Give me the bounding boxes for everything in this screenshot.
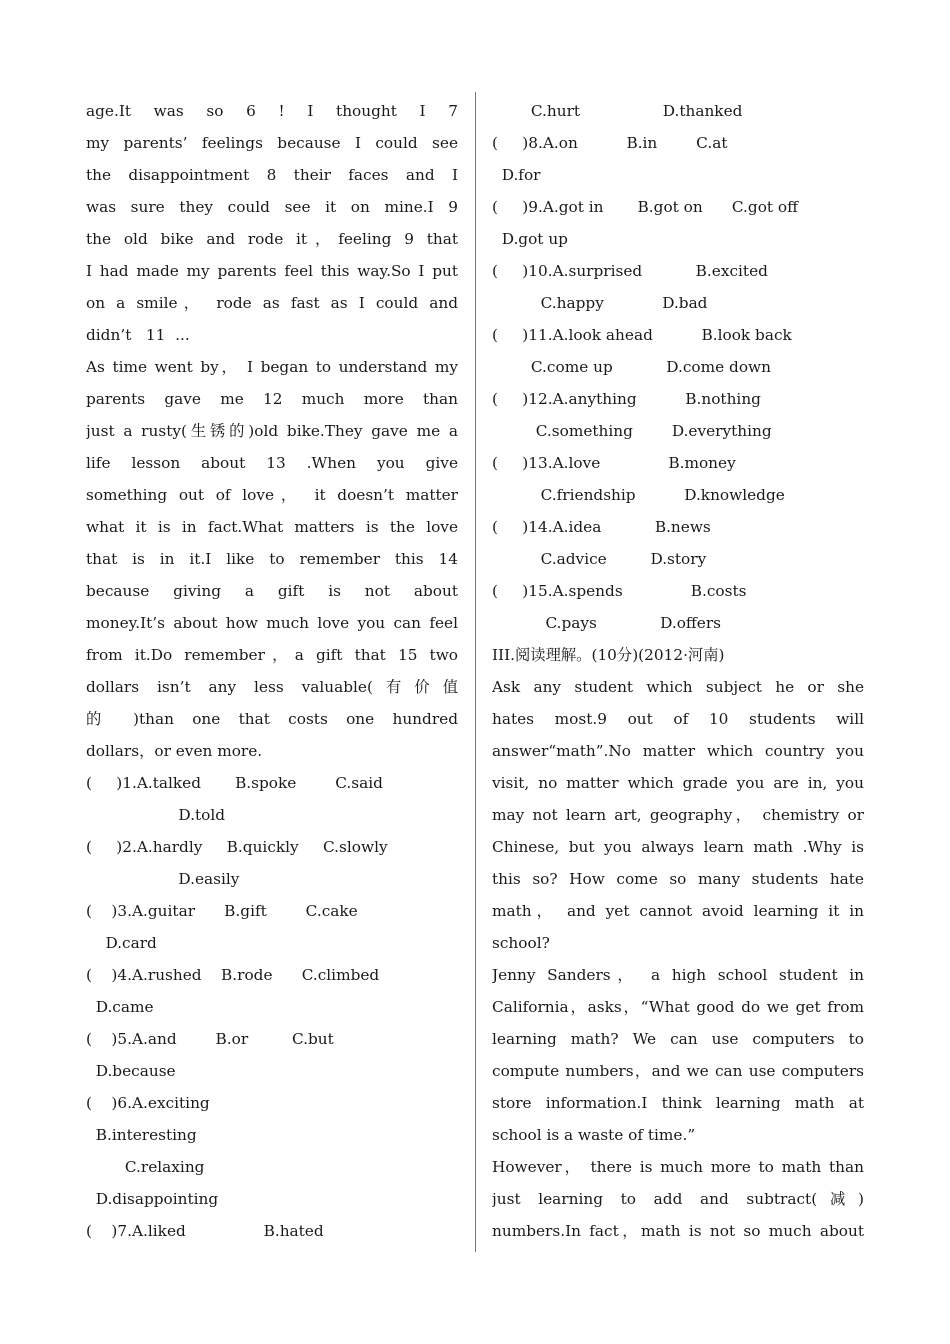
text-line: ( )13.A.love B.money (492, 454, 736, 472)
text-line: ( )11.A.look ahead B.look back (492, 326, 792, 344)
text-line: ( )12.A.anything B.nothing (492, 390, 761, 408)
text-line: was sure they could see it on mine.I 9 (86, 198, 458, 216)
text-line: answer“math”.No matter which country you (492, 742, 864, 760)
text-line: on a smile， rode as fast as I could and (86, 294, 458, 312)
right-column (492, 95, 864, 1247)
text-line: C.pays D.offers (492, 614, 721, 632)
text-line: dollars isn’t any less valuable(有价值 (86, 678, 458, 696)
text-line: money.It’s about how much love you can feel (86, 614, 458, 632)
text-line: ( )9.A.got in B.got on C.got off (492, 198, 799, 216)
text-line: math， and yet cannot avoid learning it in (492, 902, 864, 920)
text-line: D.card (86, 934, 157, 952)
text-line: ( )7.A.liked B.hated (86, 1222, 324, 1240)
text-line: As time went by， I began to understand my (86, 358, 458, 376)
text-line: Chinese, but you always learn math .Why is (492, 838, 864, 856)
text-line: C.friendship D.knowledge (492, 486, 785, 504)
text-line: B.interesting (86, 1126, 197, 1144)
left-column (86, 95, 458, 1247)
text-line: C.something D.everything (492, 422, 772, 440)
text-line: ( )8.A.on B.in C.at (492, 134, 728, 152)
text-line: ( )6.A.exciting (86, 1094, 210, 1112)
text-line: I had made my parents feel this way.So I put (86, 262, 458, 280)
text-line: Jenny Sanders， a high school student in (492, 966, 864, 984)
text-line: store information.I think learning math at (492, 1094, 864, 1112)
text-line: C.come up D.come down (492, 358, 771, 376)
text-line: D.easily (86, 870, 240, 888)
text-line: numbers.In fact，math is not so much about (492, 1222, 864, 1240)
text-line: ( )1.A.talked B.spoke C.said (86, 774, 383, 792)
text-line: ( )2.A.hardly B.quickly C.slowly (86, 838, 388, 856)
text-line: parents gave me 12 much more than (86, 390, 458, 408)
text-line: may not learn art, geography， chemistry or (492, 806, 864, 824)
text-line: D.told (86, 806, 226, 824)
column-divider (475, 92, 476, 1252)
text-line: the disappointment 8 their faces and I (86, 166, 458, 184)
text-line: Ask any student which subject he or she (492, 678, 864, 696)
text-line: California，asks，“What good do we get from (492, 998, 864, 1016)
text-line: D.got up (492, 230, 568, 248)
text-line: the old bike and rode it，feeling 9 that (86, 230, 458, 248)
text-line: dollars，or even more. (86, 742, 263, 760)
text-line: learning math? We can use computers to (492, 1030, 864, 1048)
text-line: III.阅读理解。(10分)(2012·河南) (492, 646, 725, 664)
text-line: ( )10.A.surprised B.excited (492, 262, 768, 280)
text-line: my parents’ feelings because I could see (86, 134, 458, 152)
text-line: because giving a gift is not about (86, 582, 458, 600)
text-line: D.disappointing (86, 1190, 219, 1208)
text-line: 的 )than one that costs one hundred (86, 710, 458, 728)
text-line: from it.Do remember，a gift that 15 two (86, 646, 458, 664)
text-line: didn’t 11 ... (86, 326, 190, 344)
text-line: life lesson about 13 .When you give (86, 454, 458, 472)
text-line: something out of love， it doesn’t matter (86, 486, 458, 504)
text-line: compute numbers，and we can use computers (492, 1062, 864, 1080)
text-line: that is in it.I like to remember this 14 (86, 550, 458, 568)
text-line: D.came (86, 998, 154, 1016)
text-line: age.It was so 6 ! I thought I 7 (86, 102, 458, 120)
text-line: school is a waste of time.” (492, 1126, 696, 1144)
text-line: C.hurt D.thanked (492, 102, 743, 120)
text-line: this so? How come so many students hate (492, 870, 864, 888)
text-line: what it is in fact.What matters is the love (86, 518, 458, 536)
text-line: ( )14.A.idea B.news (492, 518, 711, 536)
text-line: ( )3.A.guitar B.gift C.cake (86, 902, 358, 920)
text-line: just learning to add and subtract(减) (492, 1190, 864, 1208)
text-line: C.happy D.bad (492, 294, 708, 312)
text-line: D.because (86, 1062, 176, 1080)
text-line: However， there is much more to math than (492, 1158, 864, 1176)
text-line: just a rusty(生锈的)old bike.They gave me a (86, 422, 458, 440)
text-line: school? (492, 934, 550, 952)
text-line: D.for (492, 166, 541, 184)
text-line: C.advice D.story (492, 550, 707, 568)
text-line: visit, no matter which grade you are in, you (492, 774, 864, 792)
text-line: ( )4.A.rushed B.rode C.climbed (86, 966, 380, 984)
text-line: C.relaxing (86, 1158, 205, 1176)
text-line: ( )15.A.spends B.costs (492, 582, 747, 600)
text-line: ( )5.A.and B.or C.but (86, 1030, 334, 1048)
text-line: hates most.9 out of 10 students will (492, 710, 864, 728)
